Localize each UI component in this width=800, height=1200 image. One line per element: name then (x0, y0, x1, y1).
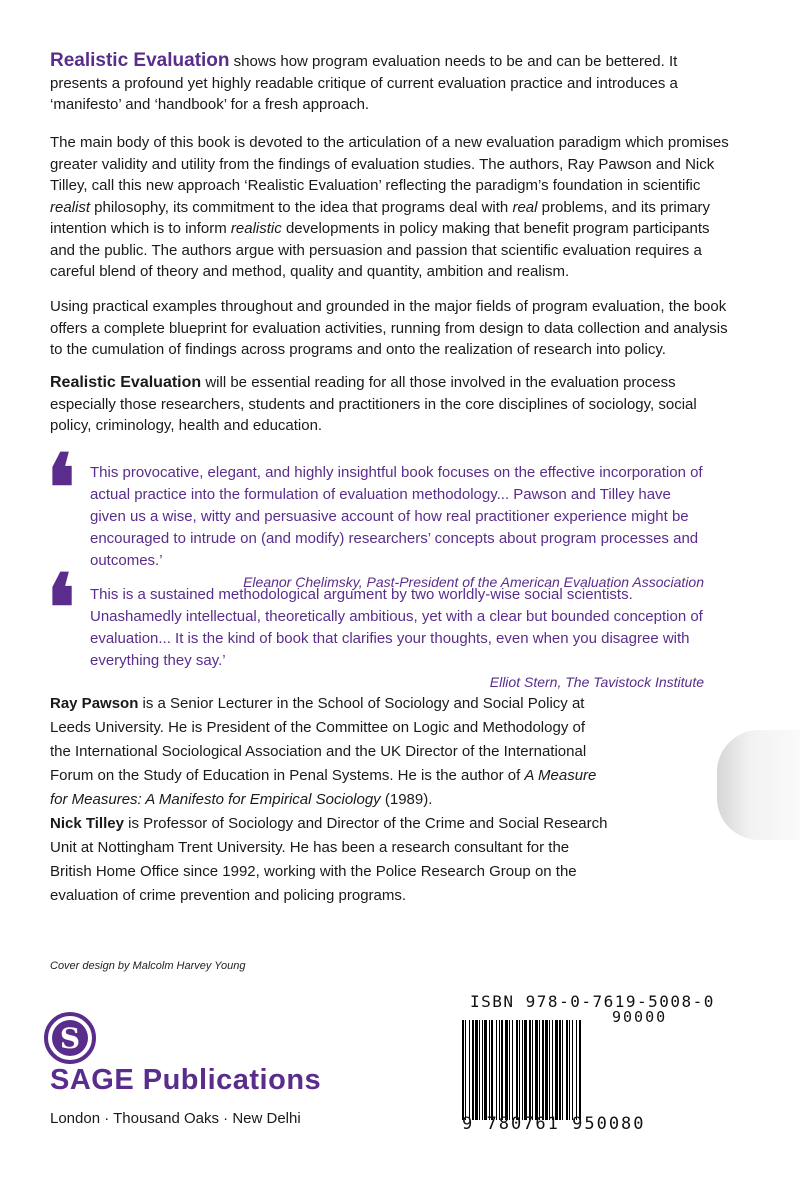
barcode-icon (462, 1020, 712, 1120)
author-name-tilley: Nick Tilley (50, 815, 124, 832)
review-quote-1: This provocative, elegant, and highly insightful book focuses on the effective incorporation of actual practice into the formulation of evaluation methodology... Pawson and Tilley have given us a wise, witty and persuasive account of how real practitioner experience might be encouraged to intrude on (and modify) researchers’ concepts about program processes and outcomes.’ Eleanor Chelimsky, Past-President of the American Evaluation Association (90, 462, 704, 593)
author-bio-tilley: Nick Tilley is Professor of Sociology and Director of the Crime and Social Research Unit at Nottingham Trent University. He has been a research consultant for the British Home Office since 1992, working with the Police Research Group on the evaluation of crime prevention and policing programs. (50, 815, 608, 904)
sage-logo-icon: S (44, 1012, 96, 1064)
author-name-pawson: Ray Pawson (50, 695, 139, 712)
quote-attribution-2: Elliot Stern, The Tavistock Institute (489, 674, 704, 690)
publisher-name: SAGE Publications (50, 1064, 322, 1096)
book-title-audience: Realistic Evaluation (50, 374, 202, 391)
price-code: 90000 (612, 1008, 668, 1026)
author-bio-pawson: Ray Pawson is a Senior Lecturer in the School of Sociology and Social Policy at Leeds University. He is President of the Committee on Logic and Methodology of the International Sociological Association and the UK Director of the International Forum on the Study of Education in Penal Systems. He is the author of A Measure for Measures: A Manifesto for Empirical Sociology (1989). (50, 695, 597, 808)
quote-mark-icon: ❛ (46, 554, 76, 662)
barcode-stripe (581, 1020, 582, 1120)
examples-paragraph: Using practical examples throughout and grounded in the major fields of program evaluation, the book offers a complete blueprint for evaluation activities, running from design to data collection and analysis to the cumulation of findings across programs and onto the realization of research into policy. (50, 298, 728, 358)
isbn-label: ISBN 978-0-7619-5008-0 (470, 992, 715, 1011)
quote-attribution-1: Eleanor Chelimsky, Past-President of the American Evaluation Association (243, 574, 704, 590)
main-body-paragraph: The main body of this book is devoted to the articulation of a new evaluation paradigm which promises greater validity and utility from the findings of evaluation studies. The authors, Ray Pawson and Nick Tilley, call this new approach ‘Realistic Evaluation’ reflecting the paradigm’s foundation in scientific realist philosophy, its commitment to the idea that programs deal with real problems, and its primary intention which is to inform realistic developments in policy making that benefit program participants and the public. The authors argue with persuasion and passion that scientific evaluation requires a careful blend of theory and method, quality and quantity, ambition and realism. (50, 134, 729, 280)
cover-design-credit: Cover design by Malcolm Harvey Young (50, 960, 246, 972)
page-curl-shadow (717, 730, 800, 840)
review-quote-2: This is a sustained methodological argument by two worldly-wise social scientists. Unashamedly intellectual, theoretically ambitious, yet with a clear but bounded conception of evaluation... It is the kind of book that clarifies your thoughts, even when you disagree with everything they say.’ Elliot Stern, The Tavistock Institute (90, 584, 704, 693)
quote-mark-icon: ❛ (46, 434, 76, 542)
intro-paragraph: Realistic Evaluation shows how program evaluation needs to be and can be bettered. It presents a profound yet highly readable critique of current evaluation practice and introduces a ‘manifesto’ and ‘handbook’ for a fresh approach. (50, 50, 678, 113)
book-title-intro: Realistic Evaluation (50, 50, 230, 71)
barcode-digits: 9 780761 950080 (462, 1114, 646, 1134)
audience-paragraph: Realistic Evaluation will be essential reading for all those involved in the evaluation process especially those researchers, students and practitioners in the core disciplines of sociology, social policy, criminology, health and education. (50, 374, 697, 434)
publisher-cities: London · Thousand Oaks · New Delhi (50, 1110, 301, 1127)
